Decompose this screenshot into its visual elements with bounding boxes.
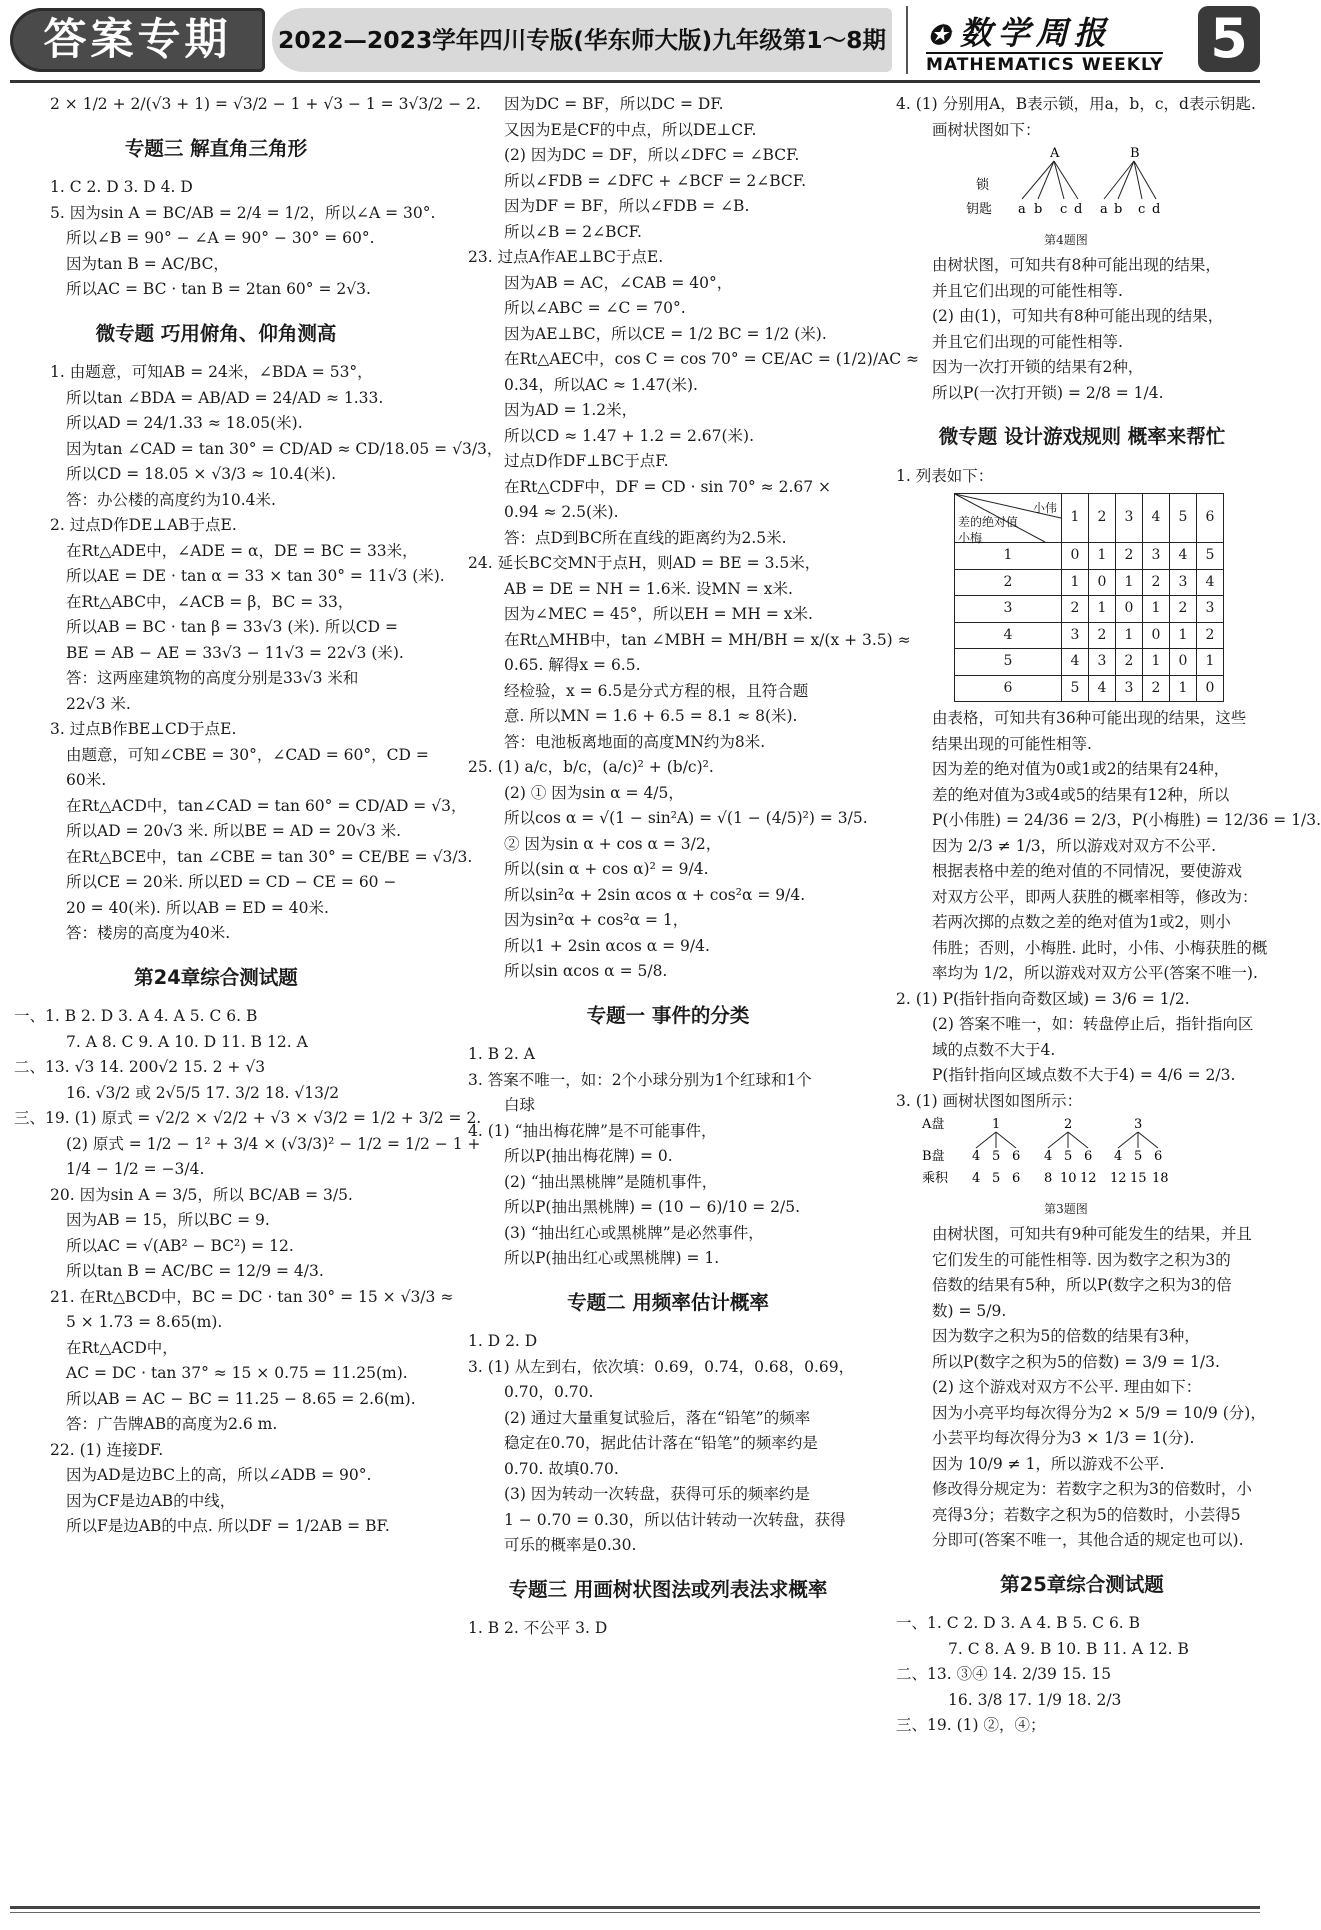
answer-line: 并且它们出现的可能性相等. <box>932 332 1123 351</box>
table-row <box>955 596 1224 623</box>
table-cell: 5 <box>1062 675 1089 702</box>
table-cell: 1 <box>1089 596 1116 623</box>
table-col-header: 4 <box>1143 494 1170 543</box>
answer-line: 因为DC = BF，所以DC = DF. <box>504 95 724 113</box>
fig3-leaf: 4 <box>972 1149 981 1164</box>
answer-line: BE = AB − AE = 33√3 − 11√3 = 22√3 (米). <box>66 643 404 662</box>
answer-line: 三、19. (1) 原式 = √2/2 × √2/2 + √3 × √3/2 = 1/2 + 3/2 = 2. <box>14 1109 482 1127</box>
answer-line: 伟胜；否则，小梅胜. 此时，小伟、小梅获胜的概 <box>932 938 1268 957</box>
table-cell: 3 <box>1143 543 1170 570</box>
table-cell: 1 <box>1116 569 1143 596</box>
answer-line: 经检验，x = 6.5是分式方程的根，且符合题 <box>504 681 809 700</box>
section-heading: 专题一 事件的分类 <box>586 1003 750 1027</box>
answer-line: 因为AE⊥BC，所以CE = 1/2 BC = 1/2 (米). <box>504 324 827 343</box>
answer-line: 倍数的结果有5种，所以P(数字之积为3的倍 <box>932 1276 1232 1294</box>
answer-line: (2) 原式 = 1/2 − 1² + 3/4 × (√3/3)² − 1/2 = 1/2 − 1 + <box>66 1134 481 1153</box>
answer-line: 3. 过点B作BE⊥CD于点E. <box>50 720 237 738</box>
answer-line: 所以P(抽出红心或黑桃牌) = 1. <box>504 1249 720 1267</box>
answer-line: 二、13. ③④ 14. 2/39 15. 15 <box>896 1665 1112 1683</box>
answer-line: 过点D作DF⊥BC于点F. <box>504 452 669 470</box>
table-row <box>955 675 1224 702</box>
table-cell: 2 <box>1143 675 1170 702</box>
answer-line: 根据表格中差的绝对值的不同情况，要使游戏 <box>932 862 1243 880</box>
corner-label-top: 小伟 <box>1032 501 1057 515</box>
fig4-leaf: d <box>1152 202 1161 217</box>
table-cell: 1 <box>1170 675 1197 702</box>
answer-line: 因为小亮平均每次得分为2 × 5/9 = 10/9 (分)， <box>932 1403 1266 1422</box>
fig3-product: 12 <box>1080 1171 1097 1186</box>
fig3-product: 18 <box>1152 1171 1169 1186</box>
answer-line: 答：这两座建筑物的高度分别是33√3 米和 <box>66 669 359 687</box>
answer-line: 所以P(抽出梅花牌) = 0. <box>504 1147 673 1165</box>
answer-line: 对双方公平，即两人获胜的概率相等，修改为： <box>932 887 1258 906</box>
answer-line: 所以tan B = AC/BC = 12/9 = 4/3. <box>66 1262 324 1280</box>
table-cell: 3 <box>1062 622 1089 649</box>
answer-line: 三、19. (1) ②，④； <box>896 1716 1046 1734</box>
fig3-product: 5 <box>992 1171 1001 1186</box>
fig3-leaf: 6 <box>1154 1149 1163 1164</box>
fig3-product: 15 <box>1130 1171 1147 1186</box>
fig3-label-b: B盘 <box>922 1149 945 1164</box>
fig3-leaf: 6 <box>1084 1149 1093 1164</box>
answer-line: 因为AB = 15，所以BC = 9. <box>66 1211 270 1229</box>
answer-line: 1. 列表如下： <box>896 466 994 485</box>
answer-line: P(指针指向区域点数不大于4) = 4/6 = 2/3. <box>932 1066 1236 1084</box>
answer-line: 2 × 1/2 + 2/(√3 + 1) = √3/2 − 1 + √3 − 1 = 3√3/2 − 2. <box>50 95 481 113</box>
fig3-leaf: 5 <box>1064 1149 1073 1164</box>
table-cell: 1 <box>1062 569 1089 596</box>
fig4-leaf: b <box>1034 202 1043 217</box>
answer-line: 所以AC = √(AB² − BC²) = 12. <box>66 1236 294 1255</box>
table-header-row <box>955 494 1224 543</box>
corner-label-middle: 差的绝对值 <box>958 515 1019 529</box>
fig3-caption: 第3题图 <box>1044 1201 1088 1216</box>
answer-line: 5 × 1.73 = 8.65(m). <box>66 1313 223 1331</box>
table-cell: 2 <box>1116 543 1143 570</box>
answer-line: 所以cos α = √(1 − sin²A) = √(1 − (4/5)²) = 3/5. <box>504 809 868 827</box>
fig4-caption: 第4题图 <box>1044 232 1088 247</box>
fig3-leaf: 5 <box>1134 1149 1143 1164</box>
answer-line: 3. 答案不唯一，如：2个小球分别为1个红球和1个 <box>468 1070 812 1089</box>
answer-line: 所以CD ≈ 1.47 + 1.2 = 2.67(米). <box>504 426 755 445</box>
answer-line: 白球 <box>504 1096 536 1114</box>
difference-table <box>954 493 1224 702</box>
answer-line: 0.70. 故填0.70. <box>504 1459 619 1478</box>
answer-line: 它们发生的可能性相等. 因为数字之积为3的 <box>932 1250 1231 1269</box>
answer-line: 1. B 2. 不公平 3. D <box>468 1619 608 1637</box>
fig4-leaf: c <box>1060 202 1068 217</box>
answer-line: 因为DF = BF，所以∠FDB = ∠B. <box>504 197 750 215</box>
answer-line: 在Rt△MHB中，tan ∠MBH = MH/BH = x/(x + 3.5) ≈ <box>504 630 911 649</box>
newspaper-logo <box>928 8 1112 54</box>
table-row-header: 2 <box>955 569 1062 596</box>
answer-line: (2) “抽出黑桃牌”是随机事件， <box>504 1172 718 1191</box>
fig3-root: 3 <box>1134 1117 1143 1132</box>
table-col-header: 3 <box>1116 494 1143 543</box>
answer-line: 因为AB = AC，∠CAB = 40°， <box>504 273 733 292</box>
col3-section-a <box>896 92 1268 143</box>
answer-line: 画树状图如下： <box>932 120 1041 139</box>
answer-line: 域的点数不大于4. <box>932 1040 1056 1059</box>
answer-line: 1. B 2. A <box>468 1045 535 1063</box>
table-row <box>955 649 1224 676</box>
answer-line: (2) 这个游戏对双方不公平. 理由如下： <box>932 1378 1202 1396</box>
fig4-leaf: a <box>1100 202 1108 217</box>
answer-line: 所以sin²α + 2sin αcos α + cos²α = 9/4. <box>504 885 806 904</box>
table-corner-cell <box>955 494 1062 543</box>
answer-line: 所以tan ∠BDA = AB/AD = 24/AD ≈ 1.33. <box>66 388 384 407</box>
answer-line: 由题意，可知∠CBE = 30°，∠CAD = 60°，CD = <box>66 745 429 764</box>
table-row-header: 6 <box>955 675 1062 702</box>
newspaper-masthead <box>906 6 1198 74</box>
answer-line: 因为∠MEC = 45°，所以EH = MH = x米. <box>504 605 813 623</box>
fig3-label-product: 乘积 <box>922 1171 949 1186</box>
newspaper-name: 数学周报 <box>959 14 1112 52</box>
answer-line: 在Rt△CDF中，DF = CD · sin 70° ≈ 2.67 × <box>504 477 832 496</box>
col3-section-d <box>896 1222 1268 1739</box>
answer-line: 0.65. 解得x = 6.5. <box>504 656 641 674</box>
answer-line: 2. 过点D作DE⊥AB于点E. <box>50 516 237 534</box>
answer-line: 21. 在Rt△BCD中，BC = DC · tan 30° = 15 × √3/3 ≈ <box>50 1287 454 1306</box>
answer-line: 1/4 − 1/2 = −3/4. <box>66 1160 205 1178</box>
answer-line: 3. (1) 画树状图如图所示： <box>896 1091 1083 1110</box>
fig4-root-a: A <box>1050 146 1060 161</box>
answer-line: 4. (1) 分别用A，B表示锁，用a，b，c，d表示钥匙. <box>896 95 1256 113</box>
fig3-product: 12 <box>1110 1171 1127 1186</box>
fig3-leaf: 5 <box>992 1149 1001 1164</box>
answer-line: 所以P(数字之积为5的倍数) = 3/9 = 1/3. <box>932 1352 1220 1371</box>
table-cell: 3 <box>1170 569 1197 596</box>
col3-section-c <box>896 706 1321 1114</box>
fig4-leaf: c <box>1138 202 1146 217</box>
footer-rule <box>10 1906 1260 1909</box>
answer-line: 23. 过点A作AE⊥BC于点E. <box>468 248 664 266</box>
table-cell: 1 <box>1197 649 1224 676</box>
answer-line: 因为sin²α + cos²α = 1， <box>504 911 689 929</box>
answer-line: 又因为E是CF的中点，所以DE⊥CF. <box>504 120 757 139</box>
table-cell: 1 <box>1143 596 1170 623</box>
table-cell: 1 <box>1170 622 1197 649</box>
answer-line: 所以CD = 18.05 × √3/3 ≈ 10.4(米). <box>66 465 337 483</box>
table-cell: 4 <box>1197 569 1224 596</box>
table-cell: 0 <box>1062 543 1089 570</box>
answer-line: 数) = 5/9. <box>932 1301 1007 1320</box>
answer-line: 因为tan B = AC/BC， <box>66 254 229 273</box>
answer-line: (3) “抽出红心或黑桃牌”是必然事件， <box>504 1223 764 1242</box>
answer-line: 由树状图，可知共有8种可能出现的结果， <box>932 256 1221 274</box>
answer-line: 亮得3分；若数字之积为5的倍数时，小芸得5 <box>932 1505 1241 1524</box>
answer-line: 答：点D到BC所在直线的距离约为2.5米. <box>504 528 787 547</box>
tree-diagram-fig3 <box>916 1114 1268 1222</box>
answer-line: 5. 因为sin A = BC/AB = 2/4 = 1/2，所以∠A = 30°. <box>50 203 436 222</box>
fig3-product: 8 <box>1044 1171 1053 1186</box>
answer-line: 所以sin αcos α = 5/8. <box>504 962 668 980</box>
table-cell: 1 <box>1089 543 1116 570</box>
answer-line: 0.94 ≈ 2.5(米). <box>504 503 619 521</box>
answer-line: AC = DC · tan 37° ≈ 15 × 0.75 = 11.25(m). <box>66 1364 408 1382</box>
answer-line: 所以P(一次打开锁) = 2/8 = 1/4. <box>932 383 1164 402</box>
fig3-label-a: A盘 <box>922 1117 945 1132</box>
fig3-leaf: 6 <box>1012 1149 1021 1164</box>
table-row <box>955 543 1224 570</box>
answer-line: 差的绝对值为3或4或5的结果有12种，所以 <box>932 785 1230 804</box>
answer-line: 1. 由题意，可知AB = 24米，∠BDA = 53°， <box>50 363 373 381</box>
corner-label-bottom: 小梅 <box>958 531 983 545</box>
answer-line: 因为CF是边AB的中线， <box>66 1491 236 1510</box>
table-row-header: 4 <box>955 622 1062 649</box>
tree-diagram-fig4-svg <box>916 143 1216 223</box>
table-cell: 4 <box>1170 543 1197 570</box>
column-right <box>896 92 1321 1739</box>
table-cell: 5 <box>1197 543 1224 570</box>
page-header <box>0 0 1280 78</box>
answer-line: 22. (1) 连接DF. <box>50 1440 164 1459</box>
answer-line: 所以AB = BC · tan β = 33√3 (米). 所以CD = <box>66 618 398 636</box>
answer-line: 24. 延长BC交MN于点H，则AD = BE = 3.5米， <box>468 554 821 572</box>
answer-line: 在Rt△ACD中， <box>66 1338 178 1357</box>
answer-line: 60米. <box>66 771 107 789</box>
answer-line: 1. C 2. D 3. D 4. D <box>50 178 193 196</box>
table-cell: 3 <box>1089 649 1116 676</box>
answer-line: 因为 10/9 ≠ 1，所以游戏不公平. <box>932 1454 1165 1473</box>
header-divider <box>10 80 1260 83</box>
answer-line: (2) ① 因为sin α = 4/5， <box>504 783 684 802</box>
answer-line: 分即可(答案不唯一，其他合适的规定也可以). <box>932 1531 1244 1549</box>
answer-line: 结果出现的可能性相等. <box>932 734 1092 753</box>
table-cell: 2 <box>1062 596 1089 623</box>
answer-line: 所以∠B = 2∠BCF. <box>504 222 642 241</box>
answer-line: 因为tan ∠CAD = tan 30° = CD/AD ≈ CD/18.05 = √3/3， <box>66 439 503 458</box>
fig3-root: 1 <box>992 1117 1001 1132</box>
answer-line: 20 = 40(米). 所以AB = ED = 40米. <box>66 898 329 917</box>
answer-line: 在Rt△ABC中，∠ACB = β，BC = 33， <box>66 592 354 611</box>
answer-line: 并且它们出现的可能性相等. <box>932 281 1123 300</box>
answer-line: 一、1. C 2. D 3. A 4. B 5. C 6. B <box>896 1614 1141 1632</box>
answer-line: 率均为 1/2，所以游戏对双方公平(答案不唯一). <box>932 964 1258 982</box>
fig4-leaf: b <box>1114 202 1123 217</box>
table-cell: 4 <box>1089 675 1116 702</box>
fig4-root-b: B <box>1130 146 1140 161</box>
answer-line: 所以∠B = 90° − ∠A = 90° − 30° = 60°. <box>66 229 375 247</box>
fig3-leaf: 4 <box>1044 1149 1053 1164</box>
tree-diagram-fig4 <box>916 143 1268 253</box>
newspaper-name-en: MATHEMATICS WEEKLY <box>926 52 1163 75</box>
answer-line: 4. (1) “抽出梅花牌”是不可能事件， <box>468 1121 717 1140</box>
answer-line: (2) 由(1)，可知共有8种可能出现的结果， <box>932 307 1224 325</box>
table-cell: 2 <box>1170 596 1197 623</box>
fig3-product: 4 <box>972 1171 981 1186</box>
answer-line: 由树状图，可知共有9种可能发生的结果，并且 <box>932 1225 1252 1243</box>
issue-number: 5 <box>1198 6 1260 72</box>
table-col-header: 5 <box>1170 494 1197 543</box>
answer-line: 16. √3/2 或 2√5/5 17. 3/2 18. √13/2 <box>66 1083 340 1102</box>
answer-line: 22√3 米. <box>66 694 131 713</box>
table-cell: 0 <box>1197 675 1224 702</box>
fig3-product: 10 <box>1060 1171 1077 1186</box>
answer-line: 因为一次打开锁的结果有2种， <box>932 358 1144 376</box>
fig4-leaf: a <box>1018 202 1026 217</box>
answer-line: 若两次掷的点数之差的绝对值为1或2，则小 <box>932 913 1231 931</box>
table-cell: 2 <box>1089 622 1116 649</box>
answer-line: 答：办公楼的高度约为10.4米. <box>66 490 276 509</box>
answer-line: 16. 3/8 17. 1/9 18. 2/3 <box>948 1690 1122 1709</box>
answer-line: 所以AD = 24/1.33 ≈ 18.05(米). <box>66 414 303 432</box>
answer-line: AB = DE = NH = 1.6米. 设MN = x米. <box>504 579 793 598</box>
answer-line: 0.70，0.70. <box>504 1383 594 1401</box>
answer-line: 因为 2/3 ≠ 1/3，所以游戏对双方不公平. <box>932 836 1217 855</box>
answer-line: ② 因为sin α + cos α = 3/2， <box>504 834 722 853</box>
table-cell: 0 <box>1116 596 1143 623</box>
table-row <box>955 622 1224 649</box>
table-cell: 3 <box>1197 596 1224 623</box>
answer-line: 所以AC = BC · tan B = 2tan 60° = 2√3. <box>66 280 371 298</box>
answer-line: 所以∠ABC = ∠C = 70°. <box>504 299 686 317</box>
answer-line: (3) 因为转动一次转盘，获得可乐的频率约是 <box>504 1485 810 1503</box>
fig3-product: 6 <box>1012 1171 1021 1186</box>
answer-line: 所以P(抽出黑桃牌) = (10 − 6)/10 = 2/5. <box>504 1198 801 1216</box>
answer-line: 稳定在0.70，据此估计落在“铅笔”的频率约是 <box>504 1434 818 1452</box>
brand-banner: 答案专期 <box>10 8 265 72</box>
answer-line: 因为数字之积为5的倍数的结果有3种， <box>932 1327 1200 1345</box>
logo-mark-icon: ✪ <box>928 21 956 51</box>
table-col-header: 2 <box>1089 494 1116 543</box>
answer-line: 答：电池板离地面的高度MN约为8米. <box>504 732 766 751</box>
answer-line: 修改得分规定为：若数字之积为3的倍数时，小 <box>932 1480 1252 1498</box>
fig4-leaf: d <box>1074 202 1083 217</box>
answer-line: (2) 因为DC = DF，所以∠DFC = ∠BCF. <box>504 146 800 164</box>
tree-diagram-fig3-svg <box>916 1114 1216 1192</box>
answer-line: 7. C 8. A 9. B 10. B 11. A 12. B <box>948 1639 1189 1658</box>
table-row-header: 5 <box>955 649 1062 676</box>
footer-rule-thin <box>10 1912 1260 1913</box>
table-col-header: 1 <box>1062 494 1089 543</box>
table-cell: 0 <box>1143 622 1170 649</box>
table-cell: 2 <box>1116 649 1143 676</box>
answer-line: 答：楼房的高度为40米. <box>66 924 231 942</box>
answer-line: 所以F是边AB的中点. 所以DF = 1/2AB = BF. <box>66 1517 390 1535</box>
col3-section-b <box>896 253 1268 489</box>
answer-line: 1. D 2. D <box>468 1332 538 1350</box>
column-middle <box>468 92 920 1642</box>
answer-line: 因为AD = 1.2米， <box>504 401 638 419</box>
table-cell: 0 <box>1170 649 1197 676</box>
answer-line: 一、1. B 2. D 3. A 4. A 5. C 6. B <box>14 1007 258 1025</box>
section-heading: 第24章综合测试题 <box>134 965 298 989</box>
answer-line: (2) 答案不唯一，如：转盘停止后，指针指向区 <box>932 1015 1254 1033</box>
answer-line: P(小伟胜) = 24/36 = 2/3，P(小梅胜) = 12/36 = 1/3. <box>932 811 1321 829</box>
section-heading: 第25章综合测试题 <box>1000 1572 1164 1596</box>
section-heading: 专题三 解直角三角形 <box>124 136 308 160</box>
table-cell: 3 <box>1116 675 1143 702</box>
answer-line: 所以∠FDB = ∠DFC + ∠BCF = 2∠BCF. <box>504 171 807 190</box>
answer-line: 3. (1) 从左到右，依次填：0.69，0.74，0.68，0.69， <box>468 1357 855 1376</box>
table-cell: 2 <box>1143 569 1170 596</box>
answer-line: 在Rt△ACD中，tan∠CAD = tan 60° = CD/AD = √3， <box>66 796 467 815</box>
answer-line: 所以1 + 2sin αcos α = 9/4. <box>504 936 710 955</box>
answer-line: (2) 通过大量重复试验后，落在“铅笔”的频率 <box>504 1408 811 1427</box>
answer-line: 因为AD是边BC上的高，所以∠ADB = 90°. <box>66 1466 372 1484</box>
answer-line: 20. 因为sin A = 3/5，所以 BC/AB = 3/5. <box>50 1185 353 1204</box>
answer-line: 0.34，所以AC ≈ 1.47(米). <box>504 375 698 394</box>
answer-line: 所以AB = AC − BC = 11.25 − 8.65 = 2.6(m). <box>66 1389 416 1408</box>
table-cell: 0 <box>1089 569 1116 596</box>
fig4-label-key: 钥匙 <box>966 202 993 217</box>
answer-line: 答：广告牌AB的高度为2.6 m. <box>66 1415 278 1433</box>
table-cell: 4 <box>1062 649 1089 676</box>
answer-line: 由表格，可知共有36种可能出现的结果，这些 <box>932 709 1247 727</box>
answer-line: 小芸平均每次得分为3 × 1/3 = 1(分). <box>932 1429 1195 1447</box>
answer-line: 2. (1) P(指针指向奇数区域) = 3/6 = 1/2. <box>896 989 1190 1008</box>
table-body <box>955 543 1224 702</box>
answer-line: 在Rt△BCE中，tan ∠CBE = tan 30° = CE/BE = √3/3. <box>66 847 473 866</box>
table-row-header: 1 <box>955 543 1062 570</box>
answer-line: 所以AE = DE · tan α = 33 × tan 30° = 11√3 (米). <box>66 567 445 585</box>
fig3-leaf: 4 <box>1114 1149 1123 1164</box>
answer-line: 因为差的绝对值为0或1或2的结果有24种， <box>932 760 1230 778</box>
section-heading: 微专题 巧用俯角、仰角测高 <box>95 321 337 345</box>
answer-line: 25. (1) a/c，b/c，(a/c)² + (b/c)². <box>468 758 714 776</box>
table-row-header: 3 <box>955 596 1062 623</box>
table-col-header: 6 <box>1197 494 1224 543</box>
answer-line: 7. A 8. C 9. A 10. D 11. B 12. A <box>66 1032 308 1051</box>
answer-line: 所以(sin α + cos α)² = 9/4. <box>504 860 709 878</box>
table-row <box>955 569 1224 596</box>
table-cell: 1 <box>1143 649 1170 676</box>
fig4-label-lock: 锁 <box>976 178 990 193</box>
table-cell: 1 <box>1116 622 1143 649</box>
answer-line: 可乐的概率是0.30. <box>504 1536 637 1554</box>
fig3-root: 2 <box>1064 1117 1073 1132</box>
answer-line: 在Rt△AEC中，cos C = cos 70° = CE/AC = (1/2)/AC ≈ <box>504 350 920 368</box>
section-heading: 专题二 用频率估计概率 <box>567 1290 769 1314</box>
answer-line: 在Rt△ADE中，∠ADE = α，DE = BC = 33米， <box>66 541 418 560</box>
table-cell: 2 <box>1197 622 1224 649</box>
answer-line: 所以CE = 20米. 所以ED = CD − CE = 60 − <box>66 873 397 891</box>
answer-line: 意. 所以MN = 1.6 + 6.5 = 8.1 ≈ 8(米). <box>504 707 798 725</box>
answer-line: 二、13. √3 14. 200√2 15. 2 + √3 <box>14 1058 266 1076</box>
answer-line: 1 − 0.70 = 0.30，所以估计转动一次转盘，获得 <box>504 1510 846 1529</box>
edition-title: 2022—2023学年四川专版(华东师大版)九年级第1～8期 <box>272 8 892 72</box>
answer-line: 所以AD = 20√3 米. 所以BE = AD = 20√3 米. <box>66 822 402 840</box>
section-heading: 微专题 设计游戏规则 概率来帮忙 <box>938 425 1226 448</box>
section-heading: 专题三 用画树状图法或列表法求概率 <box>508 1577 828 1601</box>
